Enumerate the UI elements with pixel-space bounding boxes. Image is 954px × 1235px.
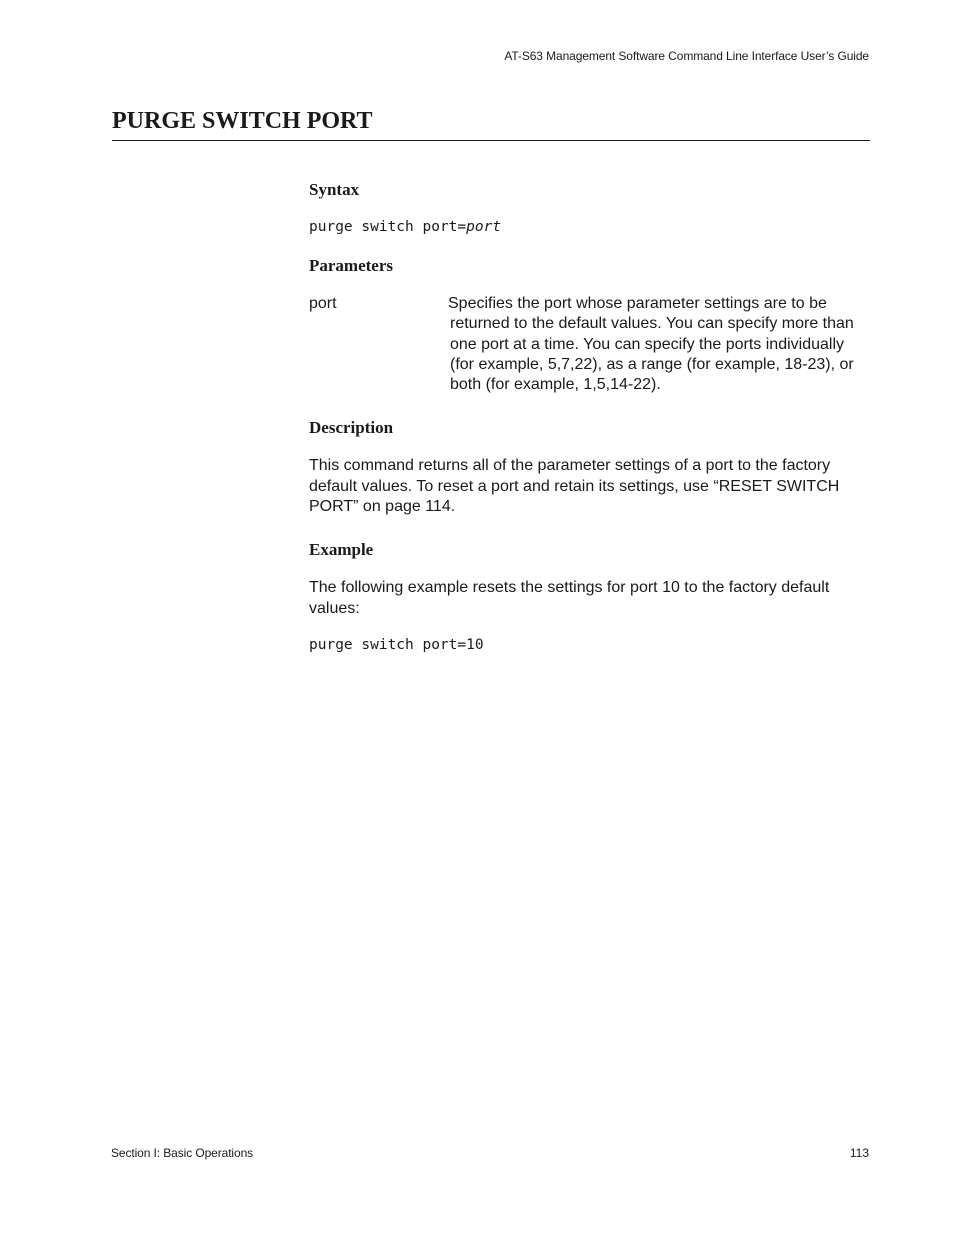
page-title: PURGE SWITCH PORT [112, 108, 373, 134]
syntax-command [309, 217, 501, 237]
parameter-name: port [309, 295, 337, 312]
example-text: The following example resets the settings for port 10 to the factory default values: [309, 579, 830, 617]
example-command: purge switch port=10 [309, 637, 484, 653]
description-text: This command returns all of the parameter settings of a port to the factory default values. To reset a port and retain its settings, use “RESET SWITCH PORT” on page 114. [309, 457, 840, 515]
parameter-description: Specifies the port whose parameter settings are to be returned to the default values. You can specify more than one port at a time. You can specify the ports individually (for example, 5,7,22), as a range (for example, 18-23), or both (for example, 1,5,14-22). [448, 295, 854, 394]
syntax-command-prefix: purge switch port= [309, 219, 467, 235]
title-divider [112, 140, 870, 141]
syntax-heading: Syntax [309, 180, 360, 199]
example-heading: Example [309, 540, 374, 559]
description-heading: Description [309, 418, 394, 437]
parameters-heading: Parameters [309, 256, 394, 275]
syntax-command-argument: port [466, 219, 502, 235]
footer-page-number: 113 [849, 1146, 869, 1160]
footer-section: Section I: Basic Operations [111, 1146, 254, 1160]
running-header: AT-S63 Management Software Command Line Interface User’s Guide [504, 49, 869, 63]
